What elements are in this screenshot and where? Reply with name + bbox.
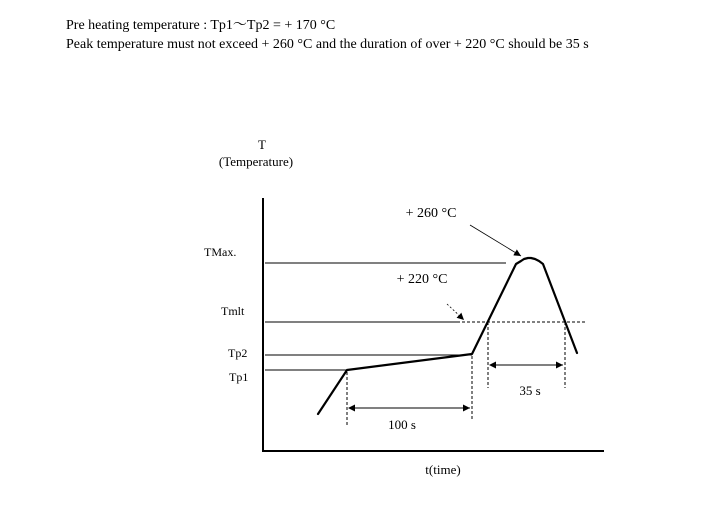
level-label-tp2: Tp2 [228,346,248,360]
melt-pointer-arrow [447,304,464,320]
preheat-duration-label: 100 s [388,417,416,432]
y-axis-symbol: T [258,137,266,152]
melt-duration-label: 35 s [519,383,541,398]
peak-spec-text: Peak temperature must not exceed + 260 °C and the duration of over + 220 °C should be 35 s [66,37,589,52]
level-label-tmax: TMax. [204,245,237,259]
peak-pointer-arrow [470,225,521,256]
y-axis-label: (Temperature) [218,154,294,169]
x-axis-label: t(time) [425,462,461,477]
level-label-tmlt: Tmlt [221,304,245,318]
level-label-tp1: Tp1 [229,370,249,384]
melt-temperature-label: + 220 °C [396,272,448,287]
preheat-spec-text: Pre heating temperature : Tp1～Tp2 = + 170 °C [66,18,336,33]
peak-temperature-label: + 260 °C [405,206,457,221]
